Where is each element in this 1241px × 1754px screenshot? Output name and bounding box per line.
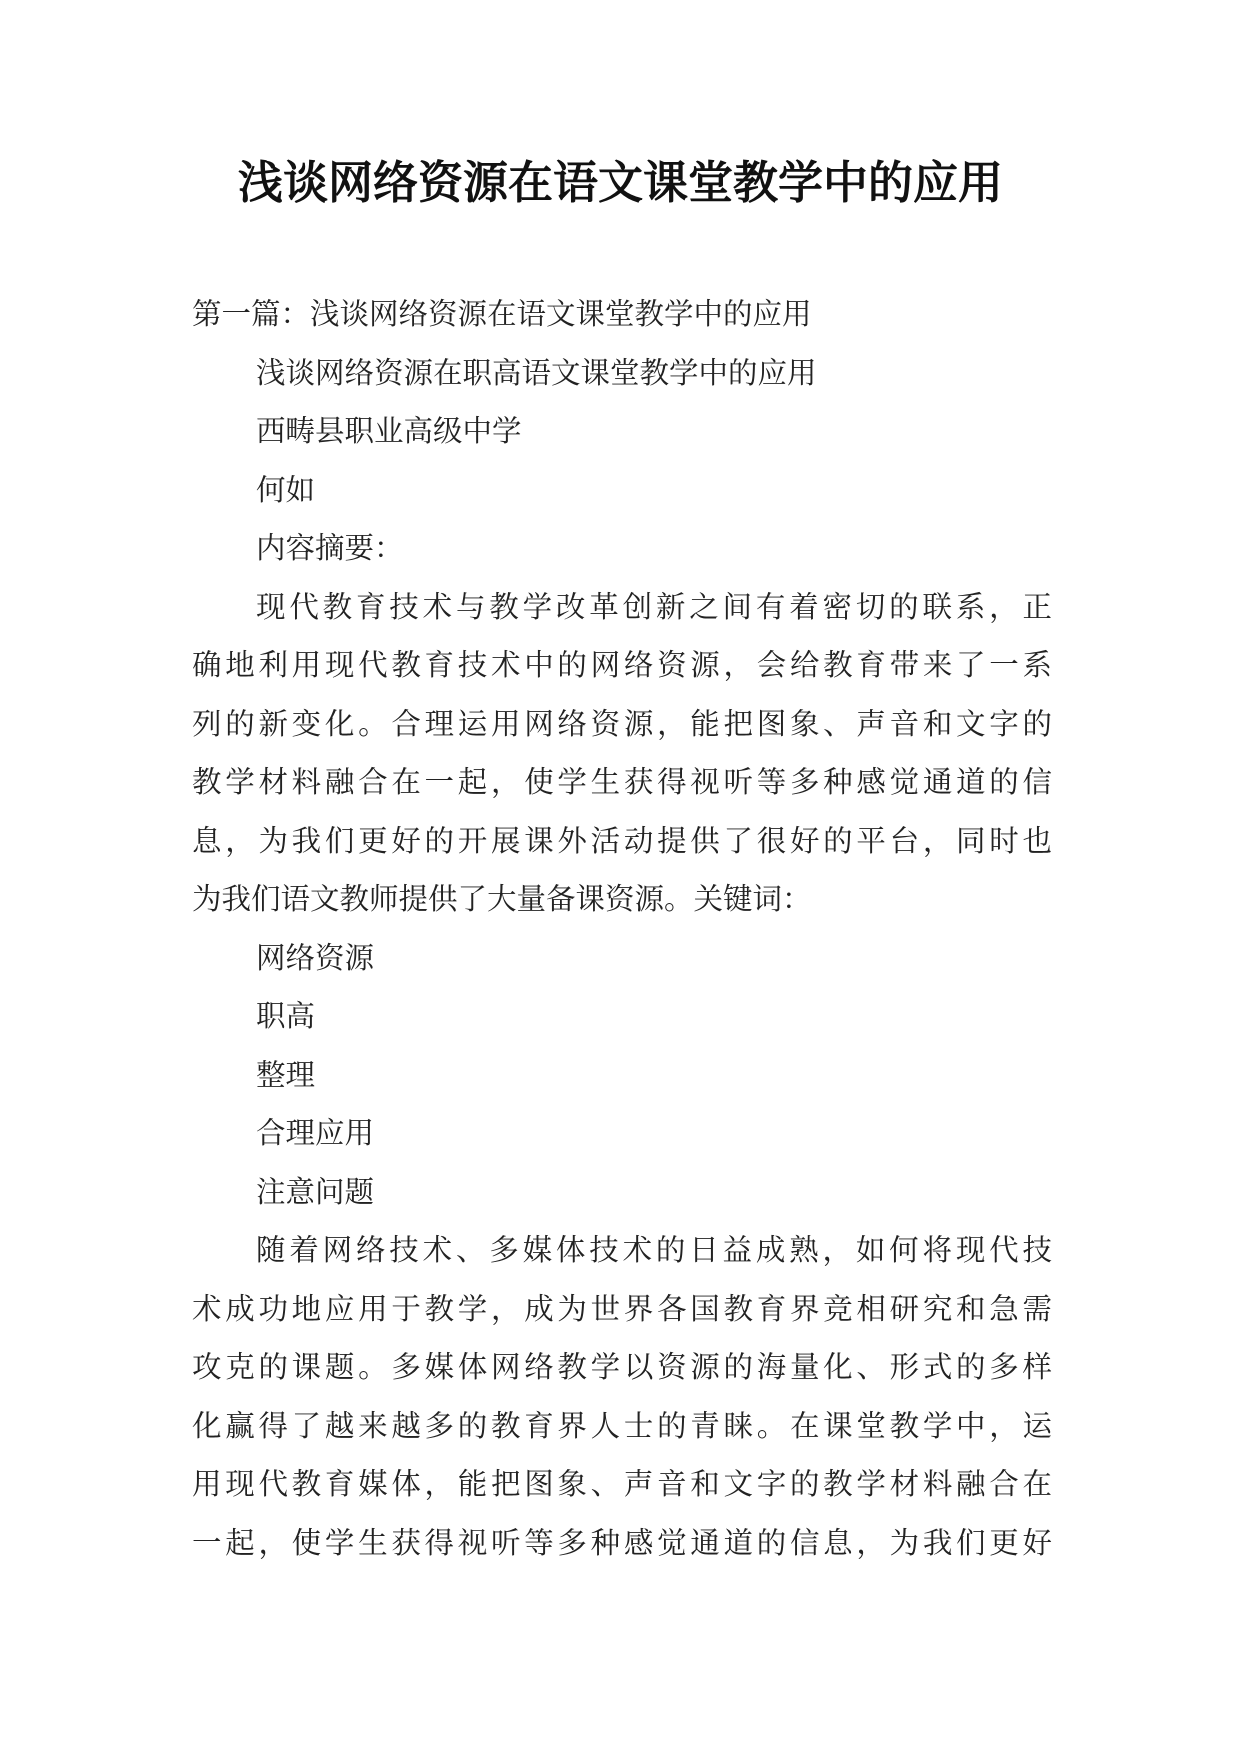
body-text-line: 化赢得了越来越多的教育界人士的青睐。在课堂教学中，运 xyxy=(192,1408,1052,1443)
abstract-text-line: 列的新变化。合理运用网络资源，能把图象、声音和文字的 xyxy=(192,706,1052,741)
body-text-line: 术成功地应用于教学，成为世界各国教育界竞相研究和急需 xyxy=(192,1291,1052,1326)
body-text-line: 一起，使学生获得视听等多种感觉通道的信息，为我们更好 xyxy=(192,1525,1052,1560)
school-line: 西畴县职业高级中学 xyxy=(256,414,522,448)
abstract-label-line: 内容摘要： xyxy=(256,531,404,565)
body-text-line: 用现代教育媒体，能把图象、声音和文字的教学材料融合在 xyxy=(192,1467,1052,1501)
abstract-text-line: 教学材料融合在一起，使学生获得视听等多种感觉通道的信 xyxy=(192,765,1052,799)
abstract-text-line: 确地利用现代教育技术中的网络资源，会给教育带来了一系 xyxy=(192,648,1052,682)
keyword-line: 合理应用 xyxy=(256,1116,375,1150)
keyword-line: 网络资源 xyxy=(256,940,375,975)
author-line: 何如 xyxy=(256,472,316,507)
body-text-line: 随着网络技术、多媒体技术的日益成熟，如何将现代技 xyxy=(256,1233,1052,1267)
abstract-text-line: 为我们语文教师提供了大量备课资源。关键词： xyxy=(192,882,812,916)
document-body xyxy=(192,285,1052,1572)
section-heading-line: 第一篇：浅谈网络资源在语文课堂教学中的应用 xyxy=(192,297,812,331)
abstract-text-line: 息，为我们更好的开展课外活动提供了很好的平台，同时也 xyxy=(192,823,1052,858)
keyword-line: 整理 xyxy=(256,1057,316,1092)
body-text-line: 攻克的课题。多媒体网络教学以资源的海量化、形式的多样 xyxy=(192,1350,1052,1384)
keyword-line: 职高 xyxy=(256,999,316,1033)
document-title: 浅谈网络资源在语文课堂教学中的应用 xyxy=(237,156,1003,209)
abstract-text-line: 现代教育技术与教学改革创新之间有着密切的联系，正 xyxy=(256,589,1052,624)
article-title-line: 浅谈网络资源在职高语文课堂教学中的应用 xyxy=(256,355,817,390)
keyword-line: 注意问题 xyxy=(256,1174,375,1209)
